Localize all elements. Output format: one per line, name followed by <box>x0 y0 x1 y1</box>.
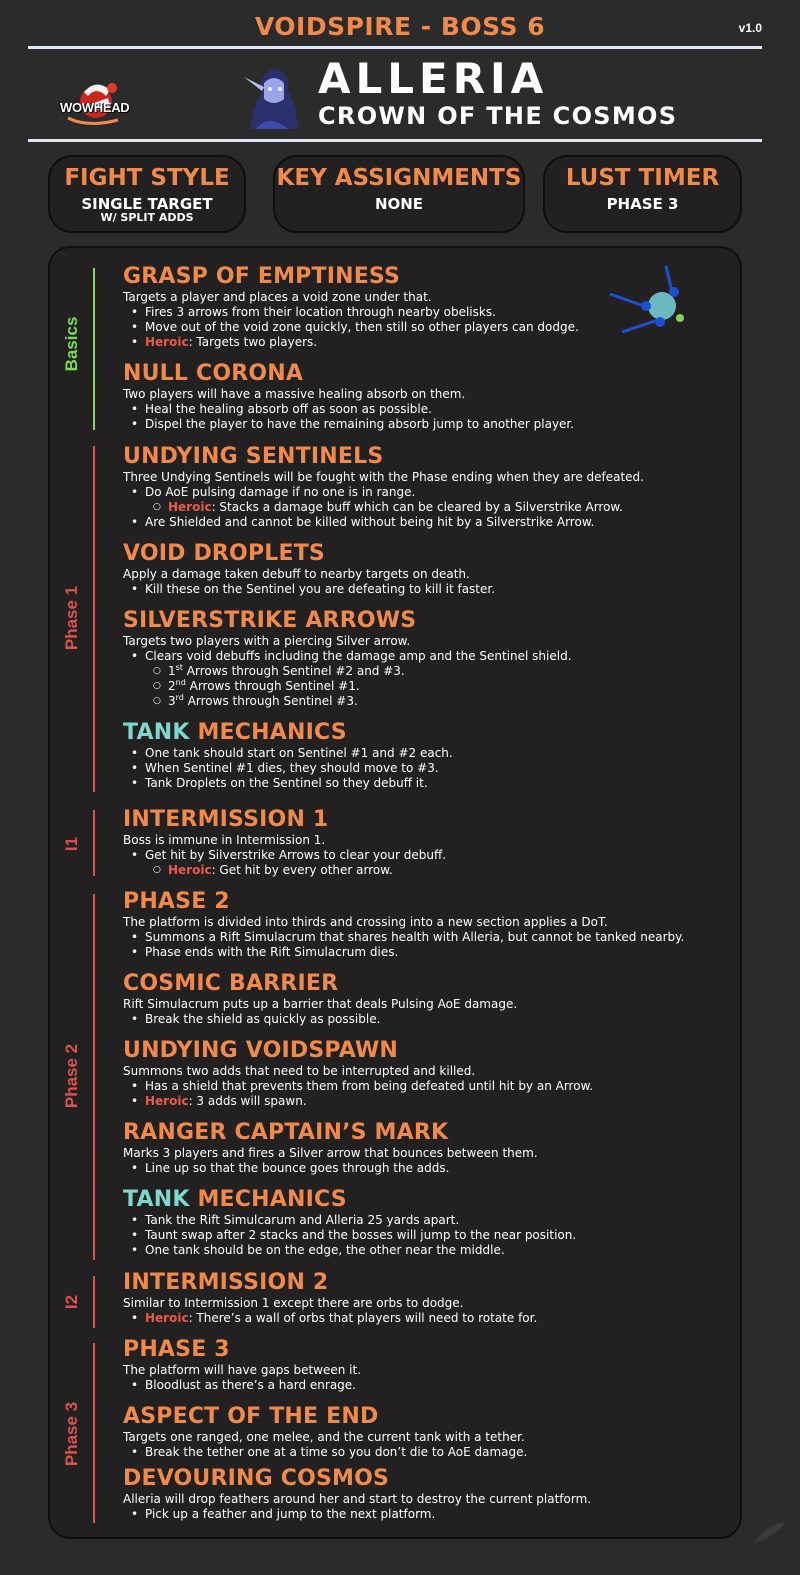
bullet-list <box>123 582 723 597</box>
phase2-bar <box>93 894 95 1260</box>
basics-label: Basics <box>62 316 81 372</box>
bullet-list <box>123 402 723 432</box>
bullet-item: • Heroic: Targets two players. <box>123 335 723 350</box>
wowhead-logo-text: WOWHEAD <box>60 100 130 115</box>
boss-name: ALLERIA <box>318 54 549 103</box>
phase2-label: Phase 2 <box>62 1043 81 1109</box>
bullet-item: • Tank Droplets on the Sentinel so they debuff it. <box>123 776 723 791</box>
key-assignments-value: NONE <box>374 195 424 213</box>
i2-label: I2 <box>62 1294 81 1310</box>
bullet-item: • One tank should start on Sentinel #1 and #2 each. <box>123 746 723 761</box>
bullet-item: • Heroic: 3 adds will spawn. <box>123 1094 723 1109</box>
header-divider-top <box>28 46 762 49</box>
bullet-item: • Dispel the player to have the remaining absorb jump to another player. <box>123 417 723 432</box>
section-title: TANK MECHANICS <box>123 720 347 745</box>
bullet-item: • Bloodlust as there’s a hard enrage. <box>123 1378 723 1393</box>
section-ranger-captains-mark <box>123 1120 723 1176</box>
phase3-label: Phase 3 <box>62 1401 81 1467</box>
bullet-list <box>123 746 723 791</box>
alleria-portrait-icon <box>240 63 304 129</box>
key-assignments-box <box>273 155 525 233</box>
bullet-item: • Taunt swap after 2 stacks and the bosses will jump to the near position. <box>123 1228 723 1243</box>
section-title: SILVERSTRIKE ARROWS <box>123 608 417 633</box>
section-title: PHASE 2 <box>123 889 230 914</box>
section-undying-sentinels <box>123 444 723 530</box>
heroic-tag: Heroic <box>145 1311 189 1325</box>
section-desc: Marks 3 players and fires a Silver arrow that bounces between them. <box>123 1146 538 1160</box>
fight-style-title: FIGHT STYLE <box>64 165 230 191</box>
bullet-item: • Heal the healing absorb off as soon as possible. <box>123 402 723 417</box>
bullet-item: • Kill these on the Sentinel you are defeating to kill it faster. <box>123 582 723 597</box>
bullet-list <box>123 485 723 530</box>
section-void-droplets <box>123 541 723 597</box>
boss-subtitle: CROWN OF THE COSMOS <box>318 102 678 130</box>
watermark-icon <box>750 1518 790 1548</box>
bullet-list <box>123 848 723 878</box>
bullet-item: • Do AoE pulsing damage if no one is in range. <box>123 485 723 500</box>
section-undying-voidspawn <box>123 1038 723 1109</box>
i1-bar <box>93 810 95 876</box>
bullet-list <box>123 930 723 960</box>
bullet-item: • Heroic: There’s a wall of orbs that players will need to rotate for. <box>123 1311 723 1326</box>
section-title: UNDYING VOIDSPAWN <box>123 1038 399 1063</box>
section-title: TANK MECHANICS <box>123 1187 347 1212</box>
section-phase-2 <box>123 889 723 960</box>
fight-style-value: SINGLE TARGET <box>81 195 213 213</box>
heroic-tag: Heroic <box>145 335 189 349</box>
bullet-item: • Summons a Rift Simulacrum that shares health with Alleria, but cannot be tanked nearby. <box>123 930 723 945</box>
sub-bullet-item: ○ 1st Arrows through Sentinel #2 and #3. <box>123 664 723 679</box>
section-title: ASPECT OF THE END <box>123 1404 379 1429</box>
basics-bar <box>93 268 95 430</box>
bullet-list <box>123 305 723 350</box>
phase1-bar <box>93 446 95 792</box>
bullet-item: • When Sentinel #1 dies, they should move to #3. <box>123 761 723 776</box>
section-intermission-1 <box>123 807 723 878</box>
phase3-bar <box>93 1343 95 1523</box>
section-desc: Boss is immune in Intermission 1. <box>123 833 326 847</box>
bullet-item: • Get hit by Silverstrike Arrows to clear your debuff. <box>123 848 723 863</box>
sub-bullet-item: ○ 3rd Arrows through Sentinel #3. <box>123 694 723 709</box>
section-desc: Rift Simulacrum puts up a barrier that deals Pulsing AoE damage. <box>123 997 518 1011</box>
section-desc: Summons two adds that need to be interrupted and killed. <box>123 1064 476 1078</box>
page-title: VOIDSPIRE - BOSS 6 <box>254 12 546 41</box>
section-title: INTERMISSION 1 <box>123 807 329 832</box>
lust-timer-title: LUST TIMER <box>565 165 720 191</box>
bullet-item: • Break the shield as quickly as possible. <box>123 1012 723 1027</box>
section-title: COSMIC BARRIER <box>123 971 339 996</box>
section-tank-mechanics-1 <box>123 720 723 791</box>
bullet-item: • Break the tether one at a time so you don’t die to AoE damage. <box>123 1445 723 1460</box>
bullet-item: • Clears void debuffs including the damage amp and the Sentinel shield. <box>123 649 723 664</box>
section-title: PHASE 3 <box>123 1337 230 1362</box>
bullet-list <box>123 1445 723 1460</box>
lust-timer-value: PHASE 3 <box>606 195 679 213</box>
section-title: VOID DROPLETS <box>123 541 325 566</box>
key-assignments-title: KEY ASSIGNMENTS <box>276 165 522 191</box>
sub-bullet-item: ○ Heroic: Get hit by every other arrow. <box>123 863 723 878</box>
header-divider-bottom <box>28 139 762 142</box>
sub-bullet-item: ○ Heroic: Stacks a damage buff which can be cleared by a Silverstrike Arrow. <box>123 500 723 515</box>
section-desc: Targets a player and places a void zone under that. <box>123 290 432 304</box>
bullet-list <box>123 649 723 709</box>
section-title: UNDYING SENTINELS <box>123 444 384 469</box>
section-aspect-of-the-end <box>123 1404 723 1460</box>
bullet-item: • Phase ends with the Rift Simulacrum dies. <box>123 945 723 960</box>
section-desc: Apply a damage taken debuff to nearby targets on death. <box>123 567 470 581</box>
bullet-list <box>123 1213 723 1258</box>
sub-bullet-item: ○ 2nd Arrows through Sentinel #1. <box>123 679 723 694</box>
section-desc: The platform will have gaps between it. <box>123 1363 362 1377</box>
bullet-item: • Pick up a feather and jump to the next platform. <box>123 1507 723 1522</box>
i2-bar <box>93 1276 95 1328</box>
section-intermission-2 <box>123 1270 723 1326</box>
section-title: GRASP OF EMPTINESS <box>123 264 401 289</box>
section-phase-3 <box>123 1337 723 1393</box>
section-devouring-cosmos <box>123 1466 723 1522</box>
bullet-item: • Line up so that the bounce goes through the adds. <box>123 1161 723 1176</box>
fight-style-box <box>48 155 246 233</box>
section-null-corona <box>123 361 723 432</box>
section-tank-mechanics-2 <box>123 1187 723 1258</box>
section-title: RANGER CAPTAIN’S MARK <box>123 1120 449 1145</box>
bullet-list <box>123 1079 723 1109</box>
heroic-tag: Heroic <box>145 1094 189 1108</box>
boss-portrait <box>240 63 304 129</box>
bullet-list <box>123 1507 723 1522</box>
bullet-item: • Has a shield that prevents them from being defeated until hit by an Arrow. <box>123 1079 723 1094</box>
section-title: DEVOURING COSMOS <box>123 1466 390 1491</box>
section-desc: Targets two players with a piercing Silver arrow. <box>123 634 411 648</box>
fight-style-sub: W/ SPLIT ADDS <box>100 211 194 224</box>
section-silverstrike-arrows <box>123 608 723 709</box>
section-desc: Three Undying Sentinels will be fought with the Phase ending when they are defeated. <box>123 470 644 484</box>
wowhead-logo <box>58 72 140 132</box>
section-desc: Two players will have a massive healing absorb on them. <box>123 387 466 401</box>
bullet-item: • Fires 3 arrows from their location through nearby obelisks. <box>123 305 723 320</box>
i1-label: I1 <box>62 836 81 852</box>
version-label: v1.0 <box>738 21 762 35</box>
phase1-label: Phase 1 <box>62 585 81 651</box>
section-title: NULL CORONA <box>123 361 304 386</box>
section-title: INTERMISSION 2 <box>123 1270 329 1295</box>
section-desc: The platform is divided into thirds and crossing into a new section applies a DoT. <box>123 915 608 929</box>
section-desc: Targets one ranged, one melee, and the current tank with a tether. <box>123 1430 525 1444</box>
heroic-tag: Heroic <box>168 500 212 514</box>
bullet-item: • Tank the Rift Simulcarum and Alleria 25 yards apart. <box>123 1213 723 1228</box>
bullet-item: • Move out of the void zone quickly, then still so other players can dodge. <box>123 320 723 335</box>
lust-timer-box <box>543 155 742 233</box>
bullet-item: • One tank should be on the edge, the other near the middle. <box>123 1243 723 1258</box>
bullet-list <box>123 1311 723 1326</box>
bullet-list <box>123 1012 723 1027</box>
section-desc: Alleria will drop feathers around her and start to destroy the current platform. <box>123 1492 592 1506</box>
bullet-list <box>123 1161 723 1176</box>
heroic-tag: Heroic <box>168 863 212 877</box>
section-desc: Similar to Intermission 1 except there are orbs to dodge. <box>123 1296 464 1310</box>
section-cosmic-barrier <box>123 971 723 1027</box>
bullet-list <box>123 1378 723 1393</box>
section-grasp-of-emptiness <box>123 264 723 350</box>
bullet-item: • Are Shielded and cannot be killed without being hit by a Silverstrike Arrow. <box>123 515 723 530</box>
